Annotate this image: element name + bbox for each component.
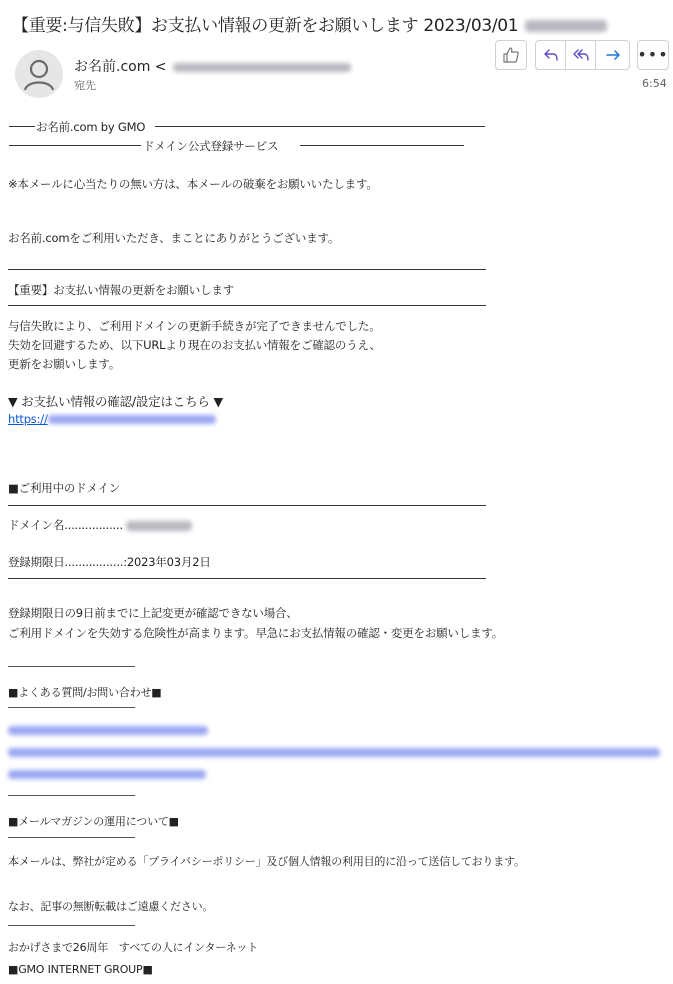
more-icon: ••• [637,45,669,64]
footer-rule [8,925,135,926]
confirm-link-prefix[interactable]: https:// [8,412,48,426]
like-button[interactable] [495,40,527,70]
person-avatar-icon [15,50,63,98]
domain-name-label: ドメイン名................. [8,518,123,532]
expiry-row: 登録期限日.................:2023年03月2日 [8,555,211,569]
header-brand: お名前.com by GMO [36,120,146,134]
warning-line1: 登録期限日の9日前までに上記変更が確認できない場合、 [8,606,298,620]
confirm-label: ▼ お支払い情報の確認/設定はこちら ▼ [8,394,223,409]
redacted-faq-link-line3[interactable] [8,770,206,779]
mailmag-rule-bottom [8,837,135,838]
para1-line1: 与信失敗により、ご利用ドメインの更新手続きが完了できませんでした。 [8,319,381,333]
reprint-text: なお、記事の無断転載はご遠慮ください。 [8,900,214,913]
privacy-text: 本メールは、弊社が定める「プライバシーポリシー」及び個人情報の利用目的に沿って送信しております。 [8,855,525,868]
domain-name-row [8,517,192,533]
notice-text: ※本メールに心当たりの無い方は、本メールの破棄をお願いいたします。 [8,177,378,191]
sender[interactable]: お名前.com < [74,56,351,76]
header-rule-1-right [155,126,485,127]
header-rule-2-left [9,145,141,146]
reply-button[interactable] [535,40,566,70]
faq-link[interactable] [8,724,668,784]
footer-group: ■GMO INTERNET GROUP■ [8,963,153,976]
header-rule-2-right [300,145,464,146]
redacted-faq-link-line2[interactable] [8,748,660,757]
sender-avatar[interactable] [15,50,63,98]
reply-all-icon [572,46,590,64]
header-rule-1-left [9,126,35,127]
greeting-text: お名前.comをご利用いただき、まことにありがとうございます。 [8,231,340,245]
redacted-sender-email [173,63,351,72]
faq-header: ■よくある質問/お問い合わせ■ [8,686,162,699]
footer-slogan: おかげさまで26周年 すべての人にインターネット [8,941,258,954]
domain-section-header: ■ご利用中のドメイン [8,481,121,495]
warning-line2: ご利用ドメインを失効する危険性が高まります。早急にお支払情報の確認・変更をお願いします。 [8,626,504,640]
confirm-link[interactable] [8,412,216,426]
email-subject: 【重要:与信失敗】お支払い情報の更新をお願いします 2023/03/01 [12,11,607,36]
header-service: ドメイン公式登録サービス [143,139,279,153]
recipient-label[interactable]: 宛先 [74,79,96,92]
faq-rule-top [8,666,135,667]
para1-line2: 失効を回避するため、以下URLより現在のお支払い情報をご確認のうえ、 [8,338,381,352]
redacted-domain [126,521,192,531]
more-actions-button[interactable] [637,40,669,70]
mailmag-header: ■メールマガジンの運用について■ [8,815,179,828]
redacted-faq-link-line1[interactable] [8,726,208,735]
received-time: 6:54 [642,77,667,90]
redacted-link[interactable] [48,415,216,424]
domain-rule-top [8,505,486,506]
section-rule-bottom [8,305,486,306]
faq-rule-bottom [8,707,135,708]
reply-icon [542,46,560,64]
redacted-subject-suffix [525,20,607,32]
forward-icon [604,46,622,64]
mailmag-rule-top [8,795,135,796]
thumbs-up-icon [502,46,520,64]
section-title: 【重要】お支払い情報の更新をお願いします [8,283,234,297]
forward-button[interactable] [595,40,630,70]
domain-rule-bottom [8,578,486,579]
reply-all-button[interactable] [565,40,596,70]
section-rule-top [8,269,486,270]
para1-line3: 更新をお願いします。 [8,357,121,371]
